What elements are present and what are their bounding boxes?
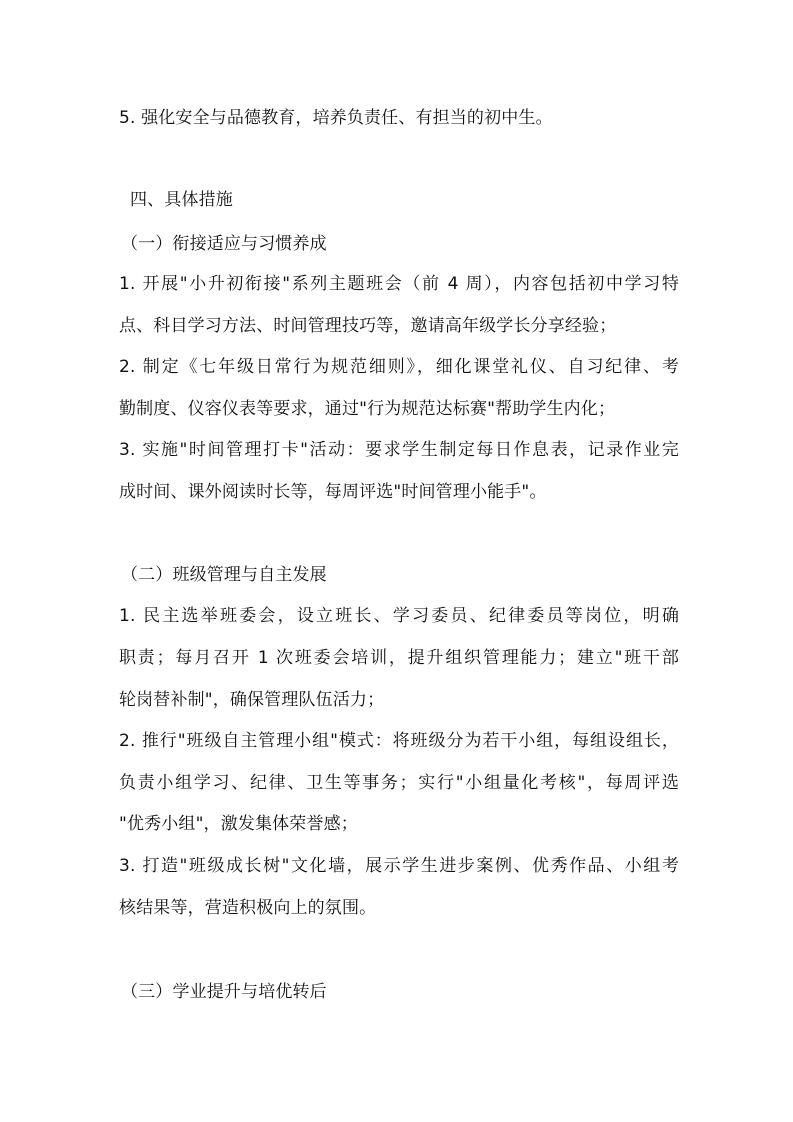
paragraph-line: 职责；每月召开 1 次班委会培训，提升组织管理能力；建立"班干部 [119,648,679,668]
paragraph-line: 勤制度、仪容仪表等要求，通过"行为规范达标赛"帮助学生内化； [119,399,616,419]
subsection-heading-1: （一）衔接适应与习惯养成 [121,234,327,254]
paragraph-line: 1. 开展"小升初衔接"系列主题班会（前 4 周），内容包括初中学习特 [119,274,679,294]
paragraph-line: 1. 民主选举班委会，设立班长、学习委员、纪律委员等岗位，明确 [119,606,679,626]
paragraph-line: 核结果等，营造积极向上的氛围。 [119,898,377,918]
paragraph-line: 点、科目学习方法、时间管理技巧等，邀请高年级学长分享经验； [119,316,617,336]
section-heading: 四、具体措施 [130,190,233,210]
paragraph-line: 负责小组学习、纪律、卫生等事务；实行"小组量化考核"，每周评选 [119,773,679,793]
subsection-heading-2: （二）班级管理与自主发展 [121,565,327,585]
paragraph-line: "优秀小组"，激发集体荣誉感； [119,814,358,834]
paragraph-line: 3. 实施"时间管理打卡"活动：要求学生制定每日作息表，记录作业完 [119,440,679,460]
paragraph-line: 2. 推行"班级自主管理小组"模式：将班级分为若干小组，每组设组长， [119,731,679,751]
paragraph-line: 2. 制定《七年级日常行为规范细则》，细化课堂礼仪、自习纪律、考 [119,357,679,377]
list-item-5: 5. 强化安全与品德教育，培养负责任、有担当的初中生。 [119,108,553,128]
paragraph-line: 轮岗替补制"，确保管理队伍活力； [119,690,385,710]
subsection-heading-3: （三）学业提升与培优转后 [121,982,327,1002]
paragraph-line: 成时间、课外阅读时长等，每周评选"时间管理小能手"。 [119,482,547,502]
paragraph-line: 3. 打造"班级成长树"文化墙，展示学生进步案例、优秀作品、小组考 [119,856,679,876]
